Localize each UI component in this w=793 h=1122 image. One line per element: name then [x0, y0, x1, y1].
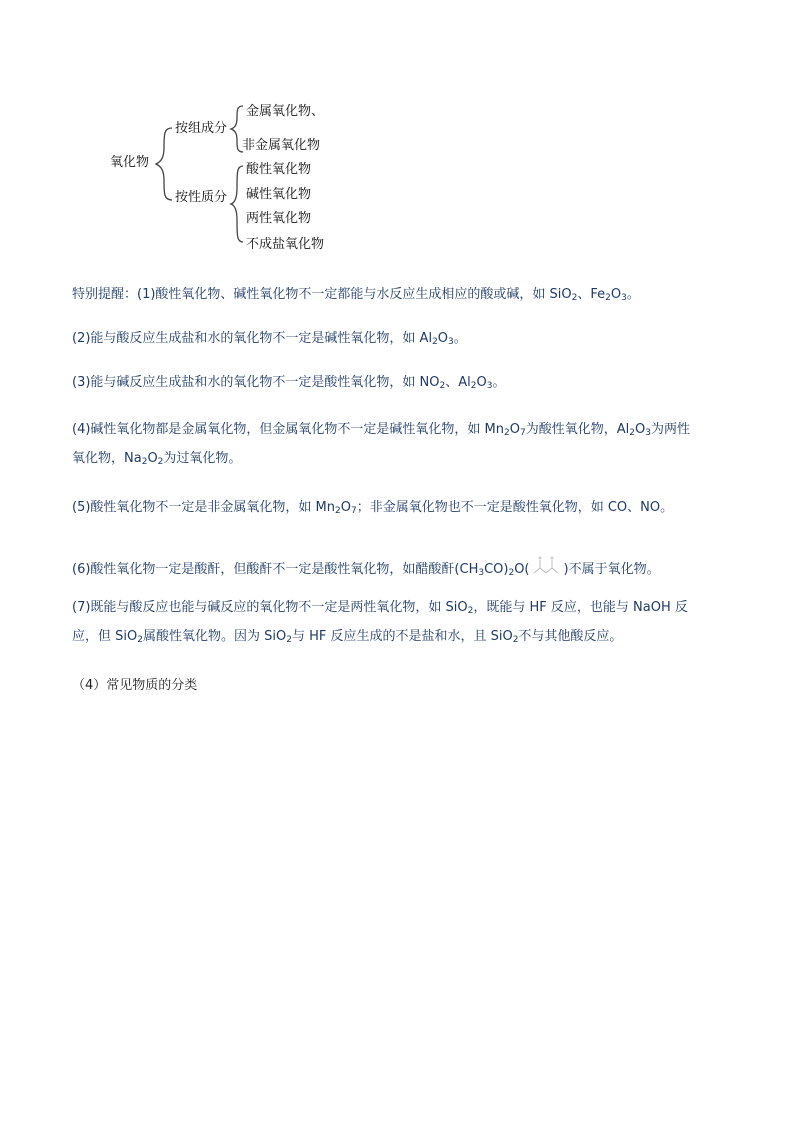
tree-property-item: 碱性氧化物 — [246, 187, 312, 202]
subscript: 7 — [350, 506, 357, 516]
subscript: 2 — [470, 381, 477, 391]
note-text: 、Fe — [577, 287, 606, 302]
tree-property-item: 酸性氧化物 — [246, 162, 312, 177]
subscript: 3 — [486, 381, 493, 391]
tree-root: 氧化物 — [110, 155, 150, 170]
note-text: (3)能与碱反应生成盐和水的氧化物不一定是酸性氧化物，如 NO — [72, 375, 440, 390]
note-text: )不属于氧化物。 — [563, 562, 660, 577]
note-text: O — [509, 422, 520, 437]
oxide-classification-diagram — [100, 96, 360, 261]
tree-group-composition: 按组成分 — [175, 121, 228, 136]
subscript: 3 — [621, 293, 627, 303]
subscript: 3 — [645, 428, 651, 438]
note-text: (2)能与酸反应生成盐和水的氧化物不一定是碱性氧化物，如 Al — [72, 331, 433, 346]
subscript: 2 — [508, 568, 515, 578]
subscript: 2 — [335, 506, 341, 516]
subscript: 7 — [519, 428, 526, 438]
subscript: 2 — [157, 457, 164, 467]
subscript: 2 — [571, 293, 578, 303]
note-text: CO) — [484, 562, 509, 577]
note-text: 、Al — [445, 375, 471, 390]
note-text: 为酸性氧化物，Al — [525, 422, 630, 437]
note-text: 应，但 SiO — [72, 629, 138, 644]
note-2 — [72, 326, 722, 355]
section-title: （4）常见物质的分类 — [72, 678, 198, 693]
subscript: 2 — [605, 293, 611, 303]
note-text: O — [634, 422, 646, 437]
subscript: 2 — [432, 337, 438, 347]
subscript: 3 — [478, 568, 485, 578]
acetic-anhydride-structure-image — [530, 553, 564, 581]
subscript: 2 — [467, 606, 474, 616]
note-text: (6)酸性氧化物一定是酸酐，但酸酐不一定是酸性氧化物，如醋酸酐(CH — [72, 562, 479, 577]
tree-group-property: 按性质分 — [175, 190, 228, 205]
section-heading-4 — [72, 673, 722, 698]
tree-composition-item: 金属氧化物、 — [246, 104, 325, 119]
note-text: O — [147, 451, 158, 466]
note-text: ；非金属氧化物也不一定是酸性氧化物，如 CO、NO。 — [356, 500, 674, 515]
subscript: 3 — [448, 337, 454, 347]
note-3 — [72, 370, 722, 399]
subscript: 2 — [141, 457, 148, 467]
tree-property-item: 不成盐氧化物 — [246, 237, 325, 252]
note-4 — [72, 417, 722, 475]
note-text: 。 — [626, 287, 640, 302]
note-text: O — [476, 375, 487, 390]
note-7 — [72, 595, 722, 653]
note-text: 为过氧化物。 — [163, 451, 242, 466]
note-text: 氧化物，Na — [72, 451, 142, 466]
note-text: 与 HF 反应生成的不是盐和水，且 SiO — [291, 629, 513, 644]
note-text: 不与其他酸反应。 — [518, 629, 623, 644]
note-text: (7)既能与酸反应也能与碱反应的氧化物不一定是两性氧化物，如 SiO — [72, 600, 468, 615]
subscript: 2 — [286, 635, 292, 645]
note-text: (4)碱性氧化物都是金属氧化物，但金属氧化物不一定是碱性氧化物，如 Mn — [72, 422, 505, 437]
note-text: O — [340, 500, 351, 515]
note-text: ，既能与 HF 反应，也能与 NaOH 反 — [473, 600, 688, 615]
subscript: 2 — [439, 381, 446, 391]
note-text: 。 — [492, 375, 506, 390]
note-6 — [72, 553, 722, 586]
note-text: 为两性 — [650, 422, 690, 437]
subscript: 2 — [629, 428, 635, 438]
note-text: (5)酸性氧化物不一定是非金属氧化物，如 Mn — [72, 500, 336, 515]
note-5 — [72, 495, 722, 524]
note-text: 属酸性氧化物。因为 SiO — [142, 629, 287, 644]
note-text: O( — [514, 562, 530, 577]
tree-property-item: 两性氧化物 — [246, 211, 312, 226]
tree-composition-item: 非金属氧化物 — [242, 138, 321, 153]
note-text: 。 — [453, 331, 467, 346]
subscript: 2 — [512, 635, 519, 645]
subscript: 2 — [504, 428, 510, 438]
note-1 — [72, 282, 722, 311]
note-text: O — [610, 287, 622, 302]
subscript: 2 — [137, 635, 143, 645]
note-text: 特别提醒：(1)酸性氧化物、碱性氧化物不一定都能与水反应生成相应的酸或碱，如 SiO — [72, 287, 572, 302]
note-text: O — [437, 331, 449, 346]
